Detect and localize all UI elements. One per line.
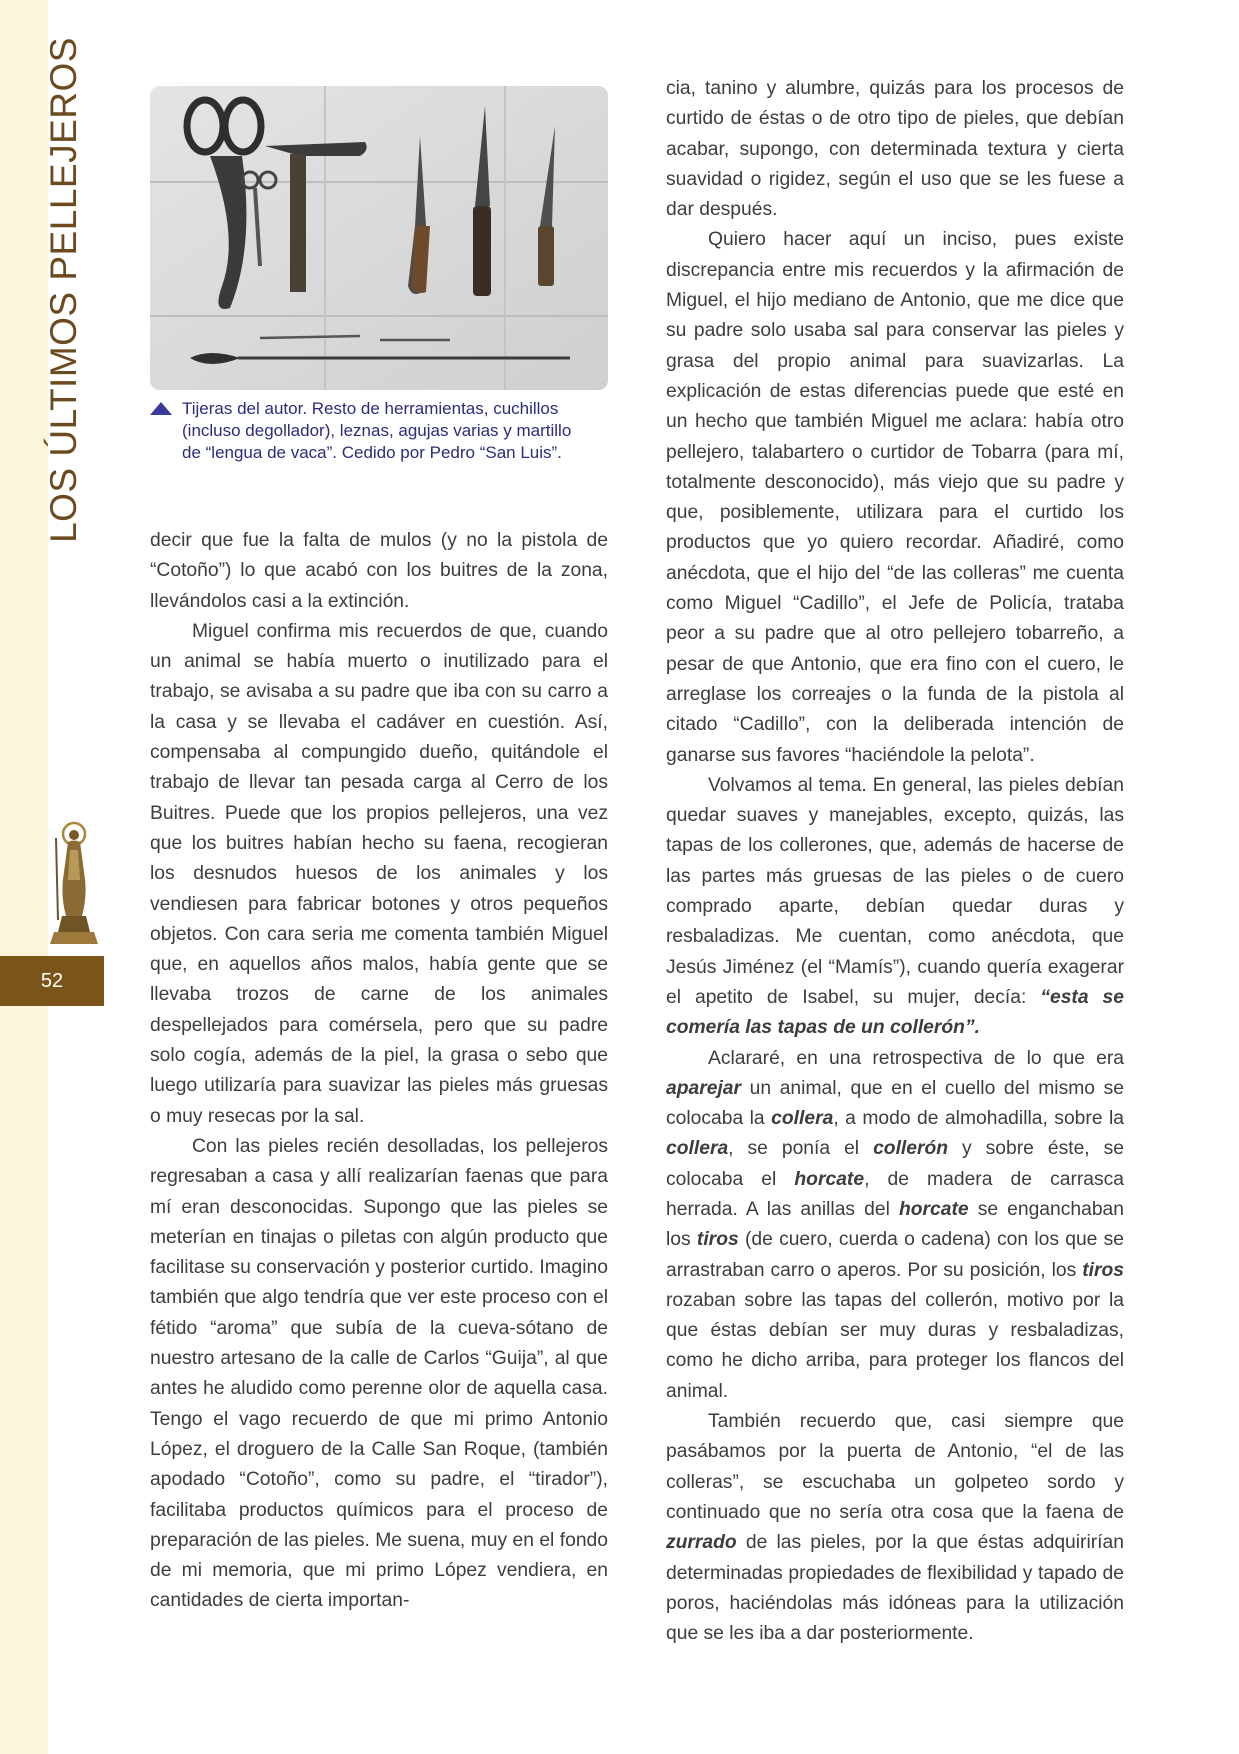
p3-text: Volvamos al tema. En general, las pieles debían quedar suaves y manejables, excepto, quizás, las tapas de los collerones, que, además de hacerse de las partes más gruesas de las pieles o de cuero comprado aparte, debían quedar duras y resbaladizas. Me cuentan, como anécdota, que Jesús Jiménez (el “Mamís”), cuando quería exagerar el apetito de Isabel, su mujer, decía: [666, 774, 1124, 1008]
left-column [150, 526, 608, 1617]
p5-text: También recuerdo que, casi siempre que pasábamos por la puerta de Antonio, “el de las colleras”, se escuchaba un golpeteo sordo y continuado que no sería otra cosa que la faena de [666, 1411, 1124, 1523]
p3-quote: “esta se comería las tapas de un collerón”. [666, 986, 1124, 1039]
p4-term: collerón [873, 1138, 949, 1160]
p4-term: collera [666, 1138, 729, 1160]
left-paragraph-1: decir que fue la falta de mulos (y no la pistola de “Cotoño”) lo que acabó con los buitres de la zona, llevándolos casi a la extinción. [150, 530, 608, 612]
saint-figurine-icon [44, 820, 104, 948]
caption-text: Tijeras del autor. Resto de herramientas, cuchillos (incluso degollador), leznas, agujas varias y martillo de “lengua de vaca”. Cedido por Pedro “San Luis”. [182, 399, 572, 462]
p4-term: horcate [898, 1198, 969, 1220]
tools-photo [150, 86, 608, 390]
right-paragraph-3 [666, 771, 1124, 1044]
running-title [40, 37, 88, 543]
right-paragraph-1: cia, tanino y alumbre, quizás para los procesos de curtido de éstas o de otro tipo de pieles, que debían acabar, supongo, con determinada textura y cierta suavidad o rigidez, según el uso que se les fuese a dar después. [666, 78, 1124, 221]
running-title-text: LOS ÚLTIMOS PELLEJEROS [43, 37, 84, 543]
p4-text: , se ponía el [728, 1138, 860, 1160]
photo-caption [150, 398, 580, 464]
p4-text: se enganchaban los [666, 1198, 1124, 1251]
left-paragraph-2: Miguel confirma mis recuerdos de que, cuando un animal se había muerto o inutilizado para el trabajo, se avisaba a su padre que iba con su carro a la casa y se llevaba el cadáver en cuestión. Así, compensaba al compungido dueño, quitándole el trabajo de llevar tan pesada carga al Cerro de los Buitres. Puede que los propios pellejeros, una vez que los buitres habían hecho su faena, recogieran los desnudos huesos de los animales y los vendiesen para fabricar botones y otros pequeños objetos. Con cara seria me comenta también Miguel que, en aquellos años malos, había gente que se llevaba trozos de carne de los animales despellejados para comérsela, pero que su padre solo cogía, además de la piel, la grasa o sebo que luego utilizaría para suavizar las pieles más gruesas o muy resecas por la sal. [150, 620, 608, 1127]
p4-text: un animal, que en el cuello del mismo se colocaba la [666, 1077, 1124, 1130]
right-paragraph-2: Quiero hacer aquí un inciso, pues existe discrepancia entre mis recuerdos y la afirmación de Miguel, el hijo mediano de Antonio, que me dice que su padre solo usaba sal para conservar las pieles y grasa del propio animal para suavizarlas. La explicación de estas diferencias puede que esté en un hecho que también Miguel me aclara: había otro pellejero, talabartero o curtidor de Tobarra (para mí, totalmente desconocido), más viejo que su padre y que, posiblemente, utilizara para el curtido los productos que yo quiero recordar. Añadiré, como anécdota, que el hijo del “de las colleras” me cuenta como Miguel “Cadillo”, el Jefe de Policía, trataba peor a su padre que al otro pellejero tobarreño, a pesar de que Antonio, que era fino con el cuero, le arreglase los correajes o la funda de la pistola al citado “Cadillo”, con la deliberada intención de ganarse sus favores “haciéndole la pelota”. [666, 229, 1124, 766]
caption-triangle-icon [150, 402, 172, 415]
right-paragraph-5 [666, 1407, 1124, 1649]
p4-term: aparejar [666, 1077, 742, 1099]
p4-text: , de madera de carrasca herrada. A las anillas del [666, 1168, 1125, 1220]
p4-text: Aclararé, en una retrospectiva de lo que era [708, 1047, 1124, 1069]
right-column [666, 74, 1124, 1649]
tools-photo-image [150, 86, 608, 390]
p4-term: tiros [696, 1229, 739, 1251]
p4-term: tiros [1082, 1259, 1125, 1281]
left-paragraph-3: Con las pieles recién desolladas, los pellejeros regresaban a casa y allí realizarían faenas que para mí eran desconocidas. Supongo que las pieles se meterían en tinajas o piletas con algún producto que facilitase su conservación y posterior curtido. Imagino también que algo tendría que ver este proceso con el fétido “aroma” que subía de la cueva-sótano de nuestro artesano de la calle de Carlos “Guija”, al que antes he aludido como perenne olor de aquella casa. Tengo el vago recuerdo de que mi primo Antonio López, el droguero de la Calle San Roque, (también apodado “Cotoño”, como su padre, el “tirador”), facilitaba productos químicos para el proceso de preparación de las pieles. Me suena, muy en el fondo de mi memoria, que mi primo López vendiera, en cantidades de cierta importan- [150, 1135, 608, 1612]
p4-text: (de cuero, cuerda o cadena) con los que se arrastraban carro o aperos. Por su posición, los [666, 1229, 1125, 1281]
p5-term: zurrado [666, 1532, 737, 1554]
p4-text: rozaban sobre las tapas del collerón, motivo por la que éstas debían ser muy duras y resbaladizas, como he dicho arriba, para proteger los flancos del animal. [666, 1289, 1124, 1402]
p4-text: y sobre éste, se colocaba el [666, 1138, 1125, 1190]
page-number [0, 956, 104, 1006]
p4-text: , a modo de almohadilla, sobre la [833, 1108, 1125, 1130]
p4-term: collera [771, 1108, 834, 1130]
p5-text: de las pieles, por la que éstas adquirirían determinadas propiedades de flexibilidad y tapado de poros, haciéndolas más idóneas para la utilización que se les iba a dar posteriormente. [666, 1532, 1124, 1645]
right-paragraph-4 [666, 1044, 1124, 1408]
p4-term: horcate [794, 1168, 865, 1190]
page-number-text: 52 [40, 969, 64, 992]
